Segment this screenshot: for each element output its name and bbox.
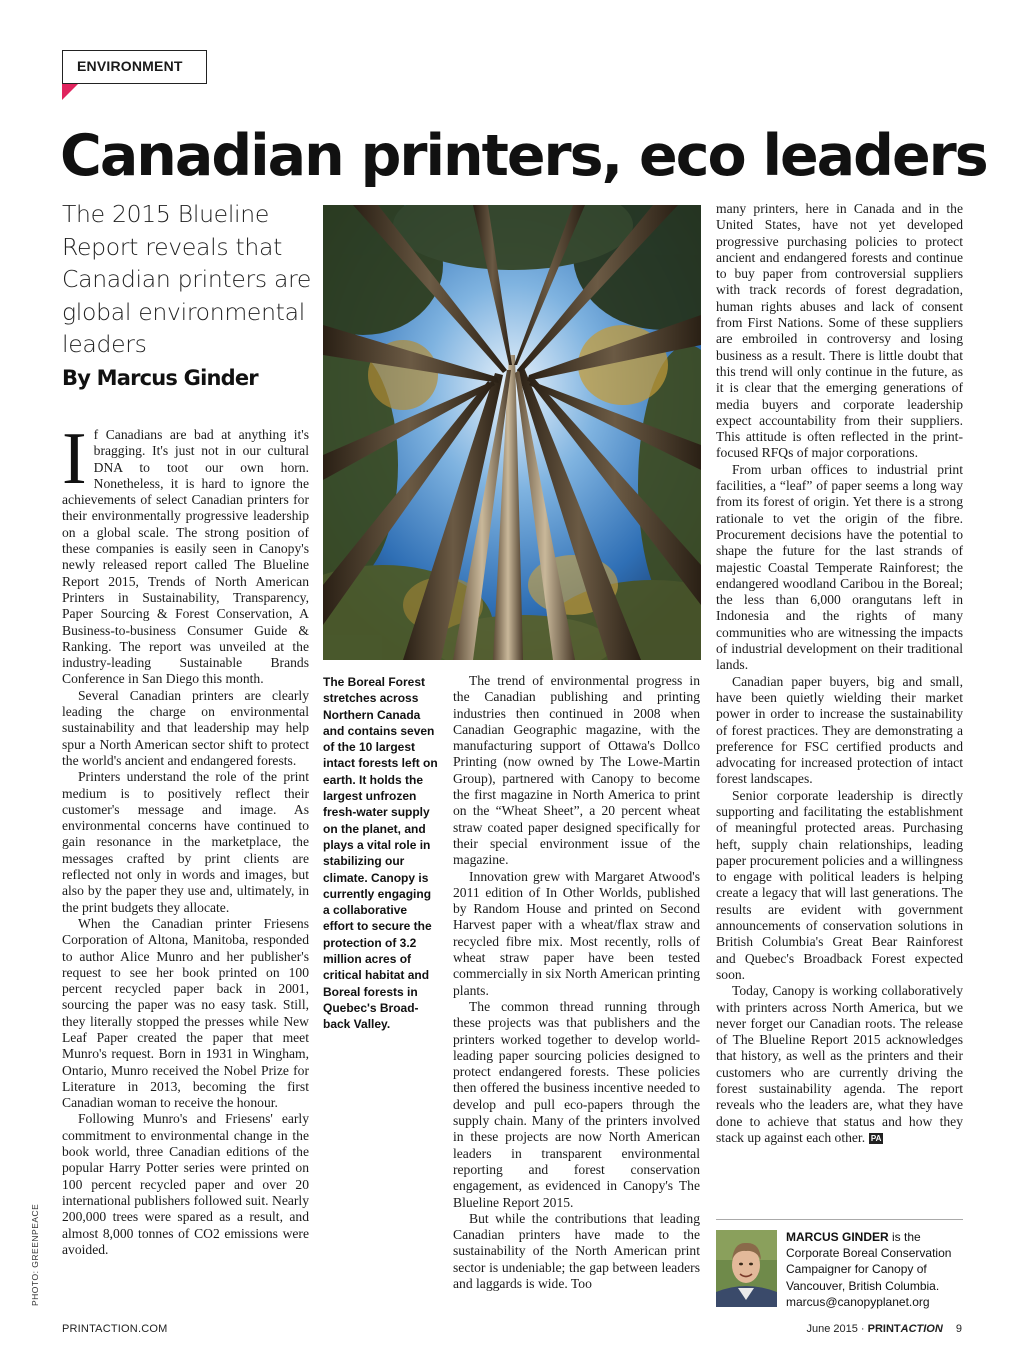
author-name: MARCUS GINDER bbox=[786, 1230, 889, 1244]
paragraph: Printers understand the role of the print medium is to positively reflect their customer's message and image. As environmental concerns have continued to gain resonance in the marketplace, the messages crafted by print clients are reflected not only in words and images, but also by the paper they use and, ultimately, in the print budgets they allocate. bbox=[62, 769, 309, 915]
paragraph: The trend of environmental progress in the Canadian publishing and printing industries then continued in 2008 when Canadian Geographic magazine, with the manufacturing support of Ottawa's Dollco Printing (now owned by The Lowe-Martin Group), partnered with Canopy to become the first magazine in North America to print on the “Wheat Sheet”, a 20 percent wheat straw coated paper designed specifically for their special environment issue of the magazine. bbox=[453, 673, 700, 868]
footer-folio bbox=[806, 1323, 962, 1335]
author-photo bbox=[716, 1230, 777, 1307]
bio-divider bbox=[716, 1219, 963, 1220]
paragraph: Following Munro's and Friesens' early commitment to environmental change in the book world, three Canadian editions of the popular Harry Potter series were printed on 100 percent recycled paper and over 20 international publishers followed suit. Nearly 200,000 trees were spared as a result, and almost 8,000 tonnes of CO2 emissions were avoided. bbox=[62, 1111, 309, 1257]
article-column-1 bbox=[62, 418, 309, 1258]
drop-cap: I bbox=[62, 418, 87, 500]
article-column-4 bbox=[716, 201, 963, 1146]
paragraph: Today, Canopy is working collaboratively with printers across North America, but we never forget our Canadian roots. The release of The Blueline Report 2015 acknowledges that history, as well as the printers and their customers who are currently driving the forest sustainability agenda. The report reveals who the leaders are, what they have done to achieve that status and how they stack up against each other. PA bbox=[716, 983, 963, 1145]
end-mark: PA bbox=[870, 1134, 882, 1144]
footer-site: PRINTACTION.COM bbox=[62, 1323, 168, 1335]
paragraph: The common thread running through these projects was that publishers and the printers worked together to develop world-leading paper sourcing policies designed to protect endangered forests. These policies then offered the business incentive needed to develop and pull eco-papers through the supply chain. Many of the printers involved in these projects are now North American leaders in transparent environmental reporting and forest conservation engagement, as evidenced in Canopy's The Blueline Report 2015. bbox=[453, 998, 700, 1210]
page-number: 9 bbox=[955, 1323, 962, 1335]
author-bio-text: is the Corporate Boreal Conservation Campaigner for Canopy of Vancouver, British Columbia. marcus@canopyplanet.org bbox=[786, 1230, 952, 1309]
byline: By Marcus Ginder bbox=[62, 366, 258, 390]
deck: The 2015 Blueline Report reveals that Canadian printers are global environmental leaders bbox=[62, 200, 312, 358]
forest-photo bbox=[323, 205, 701, 660]
headline: Canadian printers, eco leaders bbox=[60, 123, 987, 189]
paragraph: But while the contributions that leading Canadian printers have made to the sustainability of the North American print sector is undeniable; the gap between leaders and laggards is wide. Too bbox=[453, 1210, 700, 1291]
paragraph: If Canadians are bad at anything it's bragging. It's just not in our cultural DNA to toot our own horn. Nonetheless, it is hard to ignore the achievements of select Canadian printers for their environmentally progressive leadership on a global scale. The strong position of these companies is easily seen in Canopy's newly released report called The Blueline Report 2015, Trends of North American Printers in Sustainability, Transparency, Paper Sourcing & Forest Conservation, A Business-to-business Consumer Guide & Ranking. The report was unveiled at the industry-leading Sustainable Brands Conference in San Diego this month. bbox=[62, 418, 309, 687]
paragraph: Innovation grew with Margaret Atwood's 2011 edition of In Other Worlds, published by Random House and printed on Second Harvest paper with a wheat/flax straw and recycled fibre mix. Most recently, rolls of wheat straw paper have been tested commercially in six North American printing plants. bbox=[453, 868, 700, 998]
article-column-3 bbox=[453, 673, 700, 1292]
paragraph: many printers, here in Canada and in the United States, have not yet developed progressive purchasing policies to protect ancient and endangered forests and continue to buy paper from controversial suppliers with track records of forest degradation, human rights abuses and lack of consent from First Nations. Some of these suppliers are embroiled in controversy and losing business as a result. There is little doubt that this trend will only continue in the future, as it is clear that the emerging generations of media buyers and corporate leadership expect accountability from their suppliers. This attitude is often reflected in the print-focused RFQs of major corporations. bbox=[716, 201, 963, 461]
footer-date: June 2015 · bbox=[806, 1323, 865, 1335]
section-tab-accent bbox=[62, 84, 78, 100]
photo-caption: The Boreal Forest stretches across Northern Canada and contains seven of the 10 largest intact forests left on earth. It holds the largest unfrozen fresh-water supply on the planet, and plays a vital role in stabilizing our climate. Canopy is currently engaging a collaborative effort to secure the protection of 3.2 million acres of critical habitat and Boreal forests in Quebec's Broad-back Valley. bbox=[323, 675, 438, 1032]
paragraph: When the Canadian printer Friesens Corporation of Altona, Manitoba, responded to author Alice Munro and her publisher's request to see her book printed on 100 percent recycled paper back in 2001, sourcing the paper was no easy task. Still, they literally stopped the presses while New Leaf Paper created the paper that meet Munro's request. Born in 1931 in Wingham, Ontario, Munro received the Nobel Prize for Literature in 2013, becoming the first Canadian woman to receive the honour. bbox=[62, 915, 309, 1111]
footer-brand: PRINTACTION bbox=[867, 1323, 943, 1335]
paragraph: From urban offices to industrial print facilities, a “leaf” of paper seems a long way from its forest of origin. Yet there is a strong rationale to vet the origin of the fibre. Procurement decisions have the potential to shape the future for the last strands of majestic Coastal Temperate Rainforest; the endangered woodland Caribou in the Boreal; the less than 6,000 orangutans left in Indonesia and the rights of many communities who are witnessing the impacts of industrial development on their traditional lands. bbox=[716, 461, 963, 673]
section-label: ENVIRONMENT bbox=[62, 50, 207, 84]
paragraph: Canadian paper buyers, big and small, have been quietly wielding their market power in order to increase the sustainability of forest practices. They are demonstrating a preference for FSC certified products and advocating for increased protection of intact forest landscapes. bbox=[716, 673, 963, 787]
paragraph: Senior corporate leadership is directly supporting and facilitating the establishment of meaningful protected areas. Purchasing heft, supply chain relationships, leading paper procurement policies and a willingness to engage with political leaders is helping create a legacy that will last generations. The results are evident with government announcements of conservation solutions in British Columbia's Great Bear Rainforest and Quebec's Broadback Forest expected soon. bbox=[716, 787, 963, 982]
paragraph: Several Canadian printers are clearly leading the charge on environmental sustainability and that leadership may help spur a North American sector shift to protect the world's ancient and endangered forests. bbox=[62, 687, 309, 768]
photo-credit: PHOTO: GREENPEACE bbox=[30, 1203, 40, 1306]
author-bio bbox=[786, 1229, 966, 1310]
